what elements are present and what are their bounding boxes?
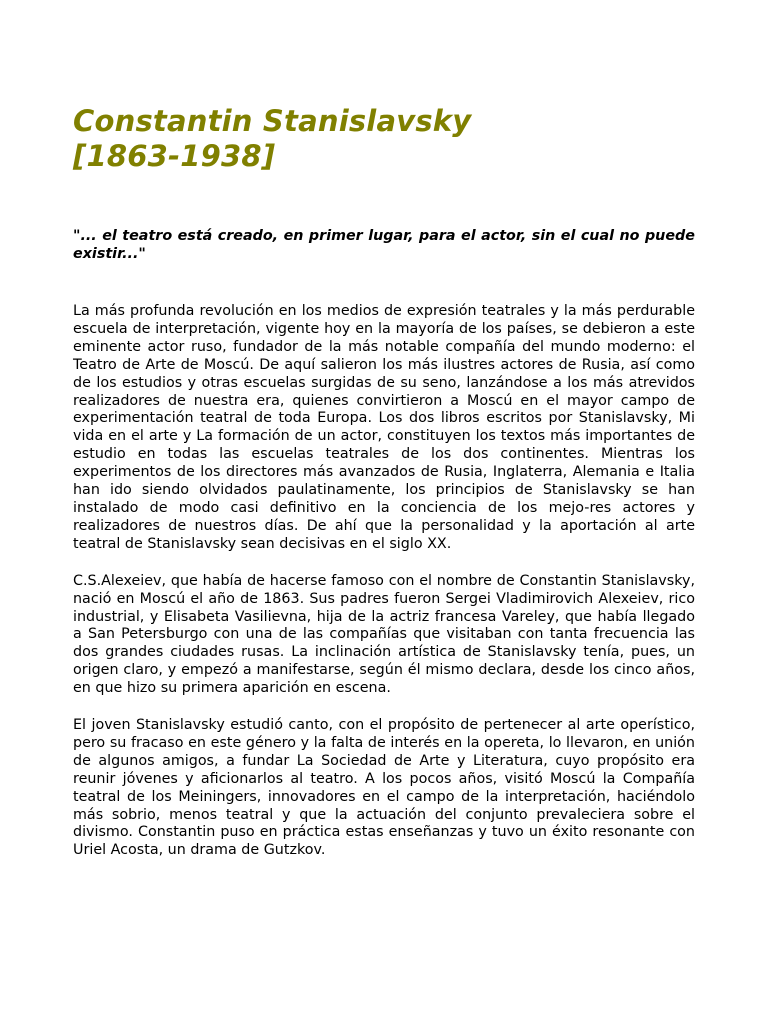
paragraph-2: C.S.Alexeiev, que había de hacerse famoso con el nombre de Constantin Stanislavsky, nació en Moscú el año de 1863. Sus padres fueron Sergei Vladimirovich Alexeiev, rico industrial, y Elisabeta Vasilievna, hija de la actriz francesa Vareley, que había llegado a San Petersburgo con una de las compañías que visitaban con tanta frecuencia las dos grandes ciudades rusas. La inclinación artística de Stanislavsky tenía, pues, un origen claro, y empezó a manifestarse, según él mismo declara, desde los cinco años, en que hizo su primera aparición en escena. (73, 572, 695, 697)
paragraph-1: La más profunda revolución en los medios de expresión teatrales y la más perdurable escuela de interpretación, vigente hoy en la mayoría de los países, se debieron a este eminente actor ruso, fundador de la más notable compañía del mundo moderno: el Teatro de Arte de Moscú. De aquí salieron los más ilustres actores de Rusia, así como de los estudios y otras escuelas surgidas de su seno, lanzándose a los más atrevidos realizadores de nuestra era, quienes convirtieron a Moscú en el mayor campo de experimentación teatral de toda Europa. Los dos libros escritos por Stanislavsky, Mi vida en el arte y La formación de un actor, constituyen los textos más importantes de estudio en todas las escuelas teatrales de los dos continentes. Mientras los experimentos de los directores más avanzados de Rusia, Inglaterra, Alemania e Italia han ido siendo olvidados paulatinamente, los principios de Stanislavsky se han instalado de modo casi definitivo en la conciencia de los mejo-res actores y realizadores de nuestros días. De ahí que la personalidad y la aportación al arte teatral de Stanislavsky sean decisivas en el siglo XX. (73, 303, 695, 552)
epigraph-quote: "... el teatro está creado, en primer lugar, para el actor, sin el cual no puede existir..." (73, 228, 695, 262)
document-page (73, 104, 695, 860)
paragraph-3: El joven Stanislavsky estudió canto, con el propósito de pertenecer al arte operístico, pero su fracaso en este género y la falta de interés en la opereta, lo llevaron, en unión de algunos amigos, a fundar La Sociedad de Arte y Literatura, cuyo propósito era reunir jóvenes y aficionarlos al teatro. A los pocos años, visitó Moscú la Compañía teatral de los Meiningers, innovadores en el campo de la interpretación, haciéndolo más sobrio, menos teatral y que la actuación del conjunto prevaleciera sobre el divismo. Constantin puso en práctica estas enseñanzas y tuvo un éxito resonante con Uriel Acosta, un drama de Gutzkov. (73, 717, 695, 859)
title-dates: [1863-1938] (73, 139, 276, 173)
page-title (73, 104, 695, 174)
title-name: Constantin Stanislavsky (73, 104, 472, 138)
